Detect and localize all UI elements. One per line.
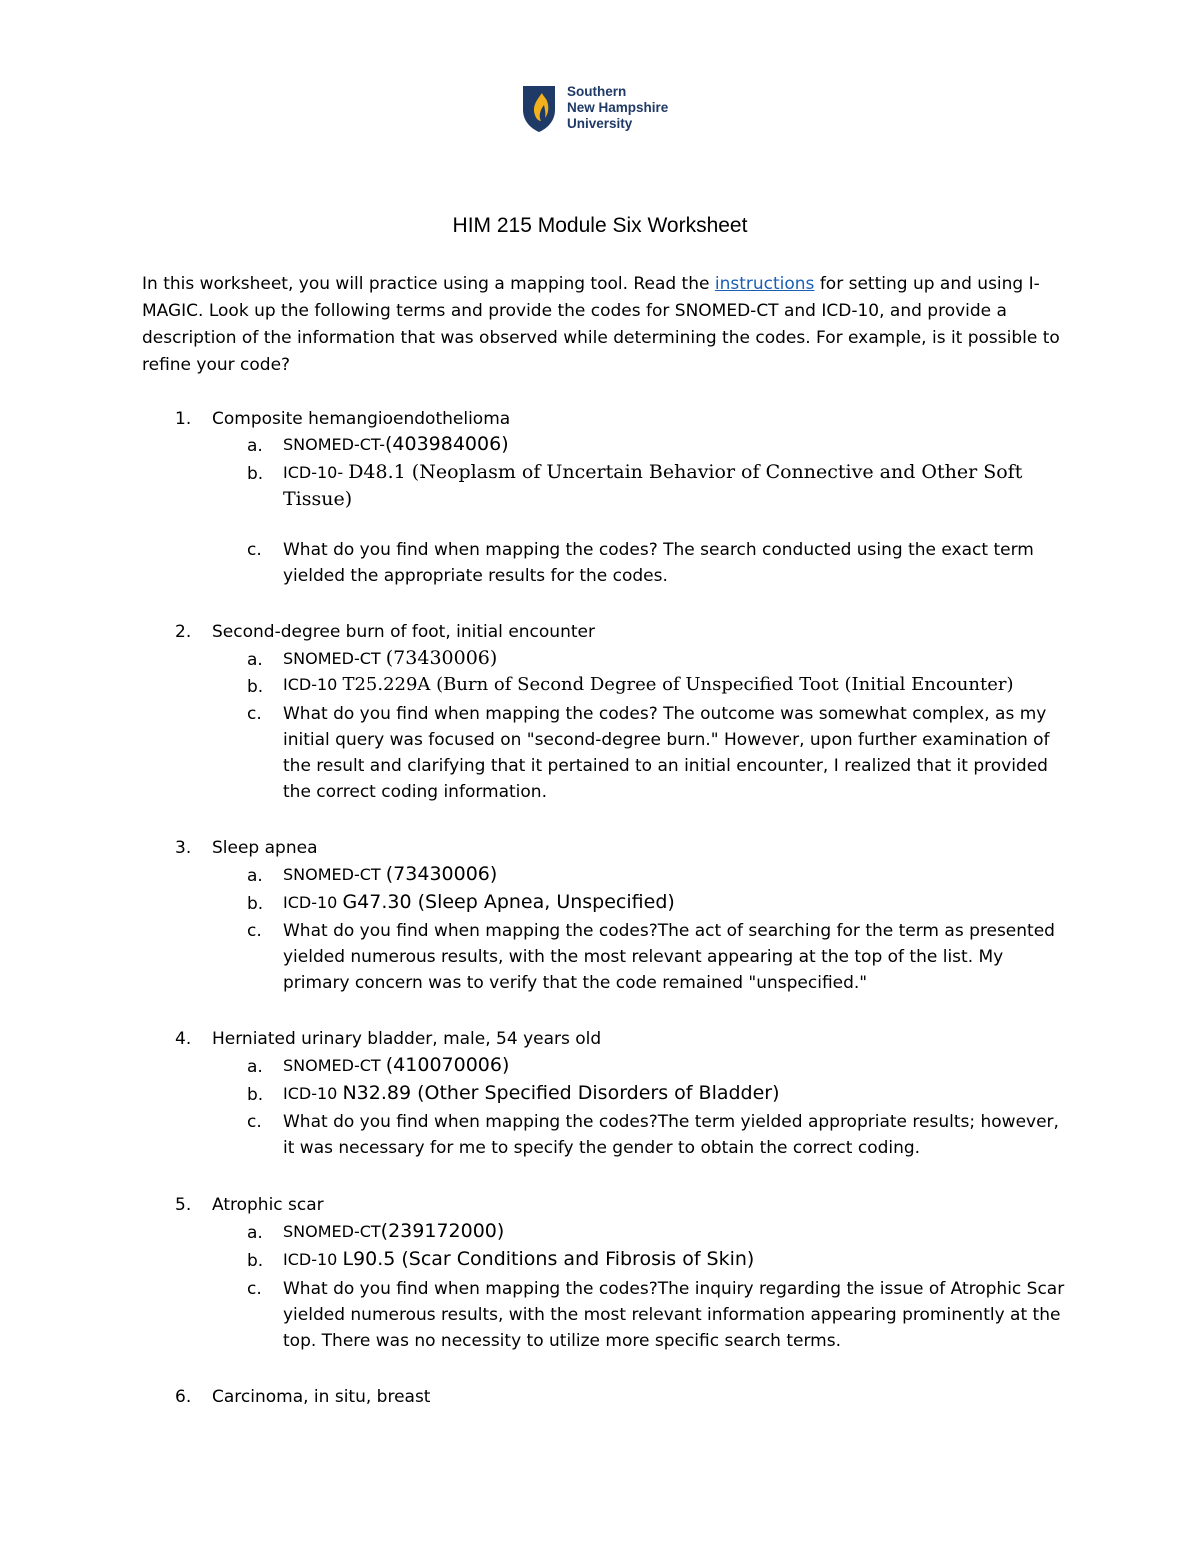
item-letter: c.	[247, 1279, 262, 1299]
mapping-answer: What do you find when mapping the codes?The act of searching for the term as presented yielded numerous results, with the most relevant appearing at the top of the list. My primary concern was to verify that the code remained "unspecified."	[283, 921, 1055, 993]
snomed-code: (239172000)	[380, 1220, 505, 1242]
snomed-line	[283, 1218, 1073, 1245]
icd10-code: L90.5 (Scar Conditions and Fibrosis of Skin)	[342, 1248, 755, 1270]
icd10-prefix: ICD-10	[283, 675, 343, 694]
item-number: 4.	[175, 1029, 192, 1049]
instructions-link[interactable]: instructions	[714, 274, 815, 294]
logo-line-1: Southern	[567, 84, 627, 99]
snomed-code: (410070006)	[385, 1054, 510, 1076]
icd10-code: G47.30 (Sleep Apnea, Unspecified)	[342, 891, 675, 913]
item-number: 3.	[175, 838, 192, 858]
item-number: 5.	[175, 1195, 192, 1215]
intro-paragraph	[142, 271, 1062, 379]
intro-text-after: for setting up and using I-MAGIC. Look up the following terms and provide the codes for SNOMED-CT and ICD-10, and provide a description of the information that was observed while determining the codes. For example, is it possible to refine your code?	[142, 274, 1060, 375]
icd10-code: T25.229A (Burn of Second Degree of Unspecified Toot (Initial Encounter)	[342, 674, 1014, 695]
item-letter: a.	[247, 1057, 263, 1077]
mapping-answer: What do you find when mapping the codes? The search conducted using the exact term yielded the appropriate results for the codes.	[283, 540, 1034, 586]
snomed-line	[283, 431, 1073, 458]
logo-wordmark	[567, 84, 668, 132]
item-letter: c.	[247, 704, 262, 724]
icd10-prefix: ICD-10-	[283, 463, 349, 482]
item-letter: b.	[247, 1251, 264, 1271]
icd10-line	[283, 459, 1073, 513]
mapping-answer: What do you find when mapping the codes?The inquiry regarding the issue of Atrophic Scar yielded numerous results, with the most relevant information appearing prominently at the top. There was no necessity to utilize more specific search terms.	[283, 1279, 1065, 1351]
icd10-code: N32.89 (Other Specified Disorders of Bladder)	[342, 1082, 780, 1104]
snomed-line	[283, 861, 1073, 888]
snomed-prefix: SNOMED-CT	[283, 649, 386, 668]
icd10-line	[283, 1080, 1073, 1107]
item-letter: c.	[247, 1112, 262, 1132]
item-letter: c.	[247, 540, 262, 560]
item-number: 1.	[175, 409, 192, 429]
item-term: Sleep apnea	[212, 838, 318, 858]
mapping-answer: What do you find when mapping the codes? The outcome was somewhat complex, as my initial query was focused on "second-degree burn." However, upon further examination of the result and clarifying that it pertained to an initial encounter, I realized that it provided the correct coding information.	[283, 704, 1050, 802]
snhu-logo	[520, 84, 690, 134]
icd10-code: D48.1 (Neoplasm of Uncertain Behavior of Connective and Other Soft Tissue)	[283, 461, 1023, 510]
snomed-code: (73430006)	[385, 647, 498, 669]
item-number: 2.	[175, 622, 192, 642]
item-letter: a.	[247, 1223, 263, 1243]
item-letter: c.	[247, 921, 262, 941]
item-letter: b.	[247, 1085, 264, 1105]
icd10-prefix: ICD-10	[283, 1084, 343, 1103]
snomed-prefix: SNOMED-CT	[283, 1056, 386, 1075]
logo-line-3: University	[567, 116, 633, 131]
item-letter: b.	[247, 464, 264, 484]
item-letter: a.	[247, 650, 263, 670]
shield-flame-icon	[520, 84, 564, 134]
logo-line-2: New Hampshire	[567, 100, 669, 115]
item-term: Herniated urinary bladder, male, 54 years old	[212, 1029, 602, 1049]
page-title: HIM 215 Module Six Worksheet	[452, 214, 748, 237]
snomed-prefix: SNOMED-CT-	[283, 435, 385, 454]
item-number: 6.	[175, 1387, 192, 1407]
icd10-prefix: ICD-10	[283, 1250, 343, 1269]
snomed-line	[283, 1052, 1073, 1079]
item-letter: b.	[247, 894, 264, 914]
snomed-code: (73430006)	[385, 863, 498, 885]
snomed-code: (403984006)	[384, 433, 509, 455]
snomed-prefix: SNOMED-CT	[283, 1222, 381, 1241]
item-term: Atrophic scar	[212, 1195, 324, 1215]
item-term: Composite hemangioendothelioma	[212, 409, 511, 429]
item-term: Carcinoma, in situ, breast	[212, 1387, 431, 1407]
snomed-line	[283, 645, 1073, 672]
icd10-line	[283, 889, 1073, 916]
mapping-answer: What do you find when mapping the codes?The term yielded appropriate results; however, it was necessary for me to specify the gender to obtain the correct coding.	[283, 1112, 1059, 1158]
icd10-prefix: ICD-10	[283, 893, 343, 912]
item-letter: a.	[247, 436, 263, 456]
item-letter: b.	[247, 677, 264, 697]
icd10-line	[283, 672, 1073, 698]
icd10-line	[283, 1246, 1073, 1273]
item-letter: a.	[247, 866, 263, 886]
snomed-prefix: SNOMED-CT	[283, 865, 386, 884]
item-term: Second-degree burn of foot, initial encounter	[212, 622, 595, 642]
intro-text-before: In this worksheet, you will practice using a mapping tool. Read the	[142, 274, 715, 294]
